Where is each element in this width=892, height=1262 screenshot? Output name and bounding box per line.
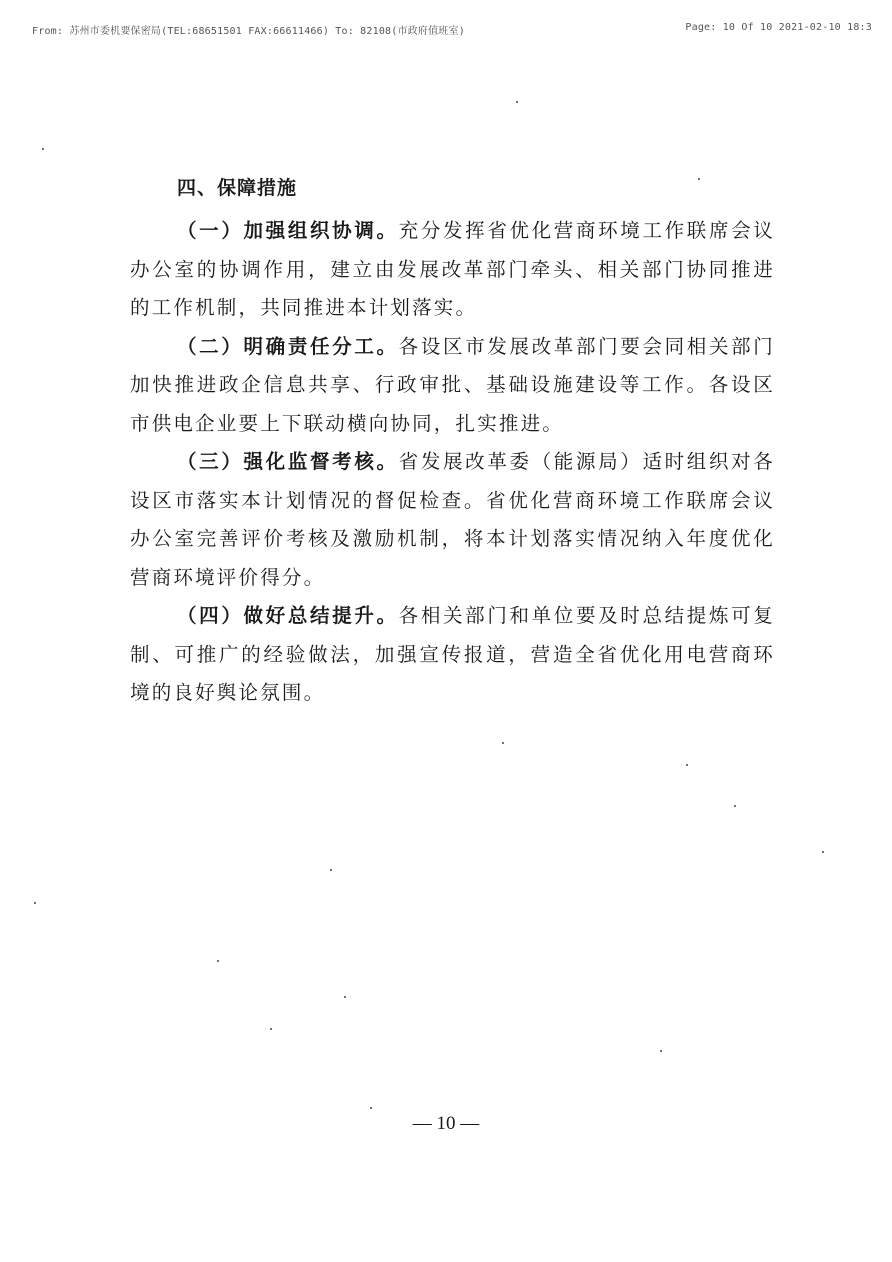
paragraph-heading: （四）做好总结提升。 bbox=[177, 604, 399, 627]
scan-speck bbox=[660, 1050, 662, 1052]
paragraph-heading: （一）加强组织协调。 bbox=[177, 219, 399, 242]
scan-speck bbox=[217, 960, 219, 962]
scan-speck bbox=[698, 178, 700, 180]
paragraph-body: 各设区市发展改革部门要会同相关部门加快推进政企信息共享、行政审批、基础设施建设等工作。各设区市供电企业要上下联动横向协同，扎实推进。 bbox=[130, 334, 775, 435]
scan-speck bbox=[370, 1107, 372, 1109]
paragraph-body: 省发展改革委（能源局）适时组织对各设区市落实本计划情况的督促检查。省优化营商环境工作联席会议办公室完善评价考核及激励机制，将本计划落实情况纳入年度优化营商环境评价得分。 bbox=[130, 450, 775, 589]
scan-speck bbox=[34, 902, 36, 904]
paragraph-supervision-assessment bbox=[130, 443, 775, 597]
scan-speck bbox=[344, 996, 346, 998]
scan-speck bbox=[822, 851, 824, 853]
paragraph-body: 充分发挥省优化营商环境工作联席会议办公室的协调作用，建立由发展改革部门牵头、相关部门协同推进的工作机制，共同推进本计划落实。 bbox=[130, 219, 775, 319]
fax-header-page-info: Page: 10 Of 10 2021-02-10 18:3 bbox=[685, 22, 872, 33]
scan-speck bbox=[516, 101, 518, 103]
paragraph-organization-coordination bbox=[130, 212, 775, 328]
scan-speck bbox=[502, 742, 504, 744]
paragraph-responsibility-division bbox=[130, 328, 775, 444]
page-number: — 10 — bbox=[412, 1113, 480, 1134]
paragraph-heading: （二）明确责任分工。 bbox=[177, 334, 399, 358]
paragraph-heading: （三）强化监督考核。 bbox=[177, 450, 399, 473]
fax-header-sender: From: 苏州市委机要保密局(TEL:68651501 FAX:66611466) To: 82108(市政府值班室) bbox=[32, 26, 465, 37]
scan-speck bbox=[42, 148, 44, 150]
section-title: 四、保障措施 bbox=[177, 177, 298, 199]
scan-speck bbox=[270, 1028, 272, 1030]
paragraph-body: 各相关部门和单位要及时总结提炼可复制、可推广的经验做法，加强宣传报道，营造全省优化用电营商环境的良好舆论氛围。 bbox=[130, 604, 775, 704]
scan-speck bbox=[330, 869, 332, 871]
safeguard-measures-section bbox=[130, 176, 775, 713]
scan-speck bbox=[734, 805, 736, 807]
scan-speck bbox=[686, 764, 688, 766]
paragraph-summary-improvement bbox=[130, 597, 775, 713]
fax-header bbox=[32, 22, 872, 38]
